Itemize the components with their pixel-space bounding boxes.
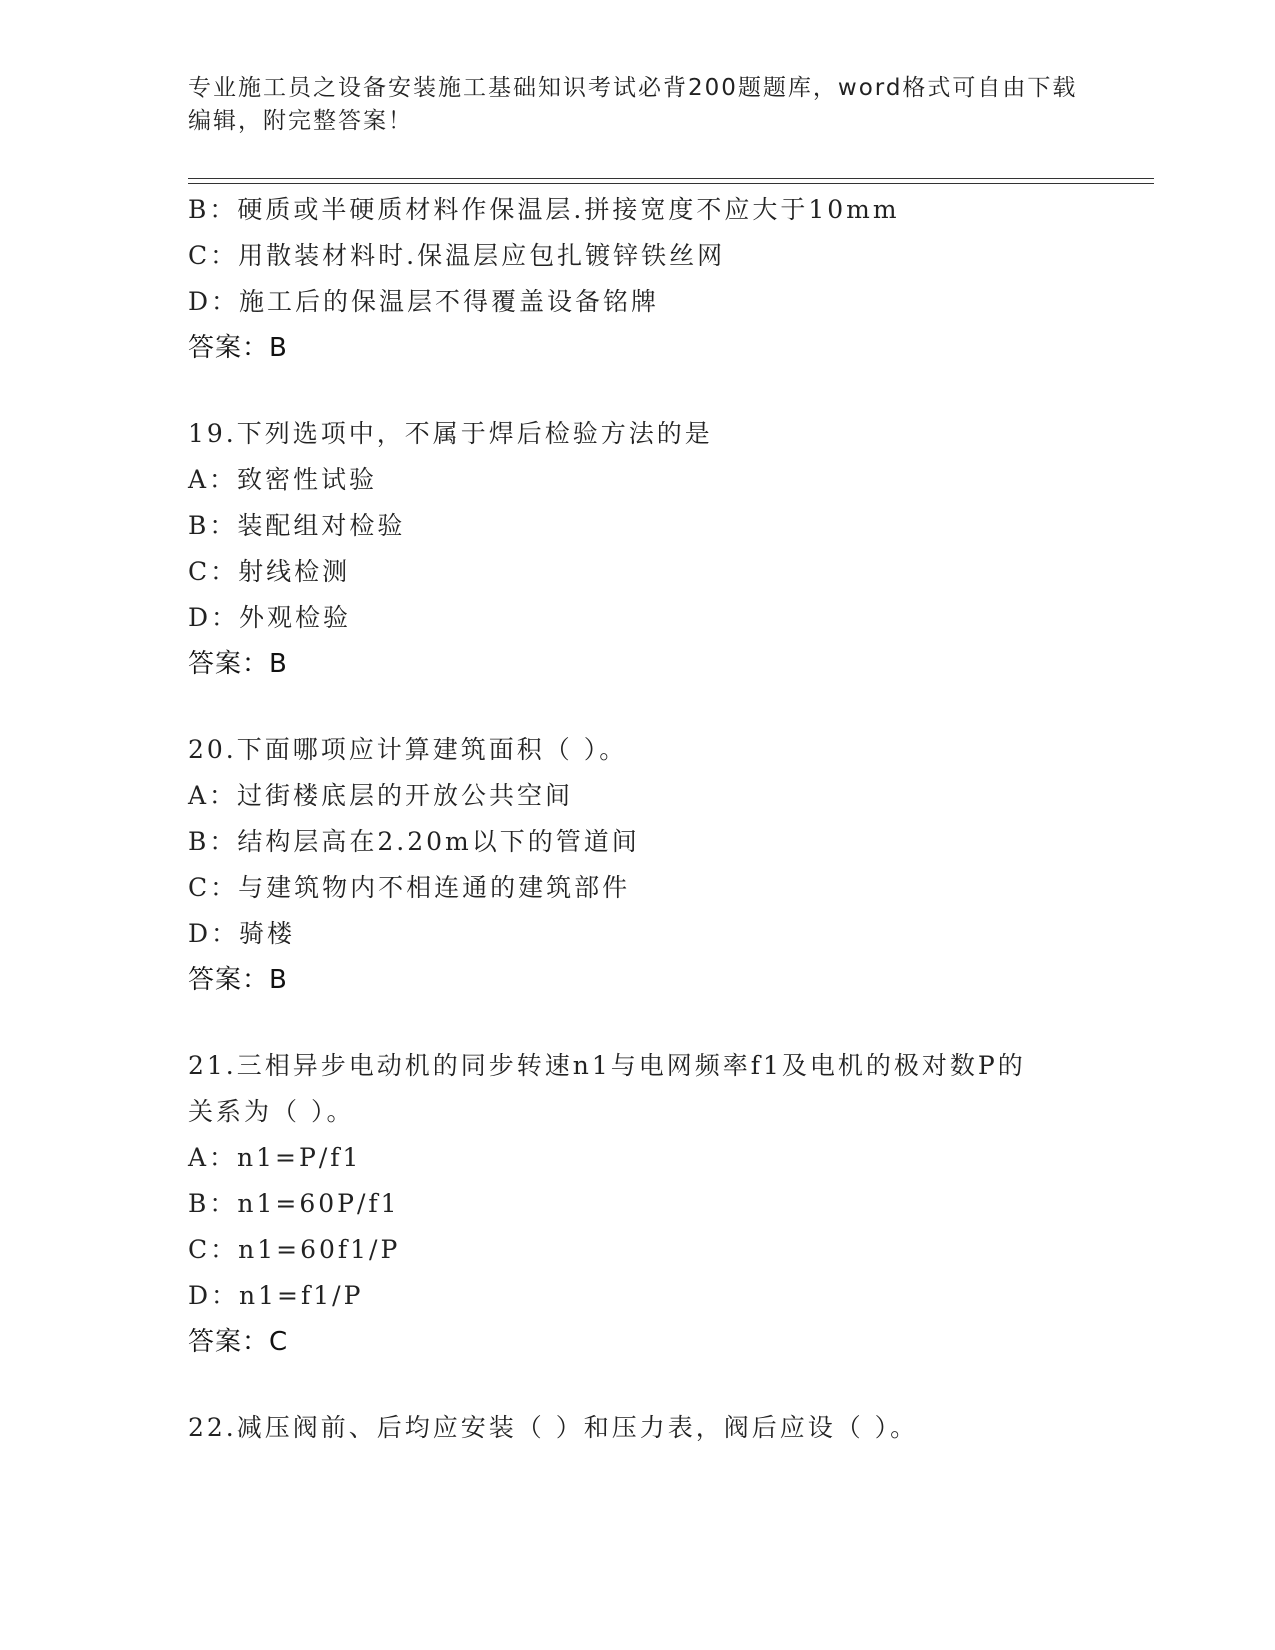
document-header [188, 72, 1088, 138]
option-b: B：结构层高在2.20m以下的管道间 [188, 827, 640, 856]
option-a: A：致密性试验 [188, 465, 378, 494]
option-d: D：n1=f1/P [188, 1281, 364, 1310]
option-a: A：过街楼底层的开放公共空间 [188, 781, 574, 810]
option-d: D：施工后的保温层不得覆盖设备铭牌 [188, 287, 660, 316]
question-text: 19.下列选项中，不属于焊后检验方法的是 [188, 419, 713, 448]
option-c: C：射线检测 [188, 557, 351, 586]
header-divider-bottom [188, 183, 1154, 184]
question-text: 20.下面哪项应计算建筑面积（ ）。 [188, 735, 628, 764]
question-text: 22.减压阀前、后均应安装（ ）和压力表，阀后应设（ ）。 [188, 1413, 919, 1442]
option-c: C：与建筑物内不相连通的建筑部件 [188, 873, 631, 902]
question-block-20 [188, 727, 1088, 1003]
header-title-line-2: 编辑，附完整答案！ [188, 108, 413, 134]
option-c: C：用散装材料时.保温层应包扎镀锌铁丝网 [188, 241, 726, 270]
option-d: D：骑楼 [188, 919, 296, 948]
option-d: D：外观检验 [188, 603, 352, 632]
question-block-19 [188, 411, 1088, 687]
question-block-21 [188, 1043, 1088, 1365]
block-spacer [188, 371, 1088, 411]
question-block-18 [188, 187, 1088, 371]
option-c: C：n1=60f1/P [188, 1235, 401, 1264]
block-spacer [188, 1365, 1088, 1405]
question-text-line-2: 关系为（ ）。 [188, 1097, 355, 1126]
answer-line: 答案：B [188, 649, 288, 679]
option-b: B：硬质或半硬质材料作保温层.拼接宽度不应大于10mm [188, 195, 900, 224]
option-a: A：n1=P/f1 [188, 1143, 362, 1172]
question-text-line-1: 21.三相异步电动机的同步转速n1与电网频率f1及电机的极对数P的 [188, 1051, 1026, 1080]
answer-line: 答案：C [188, 1327, 289, 1357]
answer-line: 答案：B [188, 333, 288, 363]
question-content [188, 187, 1088, 1451]
header-divider-top [188, 178, 1154, 179]
answer-line: 答案：B [188, 965, 288, 995]
question-block-22 [188, 1405, 1088, 1451]
block-spacer [188, 687, 1088, 727]
option-b: B：装配组对检验 [188, 511, 406, 540]
header-title-line-1: 专业施工员之设备安装施工基础知识考试必背200题题库，word格式可自由下载 [188, 75, 1078, 101]
option-b: B：n1=60P/f1 [188, 1189, 400, 1218]
block-spacer [188, 1003, 1088, 1043]
